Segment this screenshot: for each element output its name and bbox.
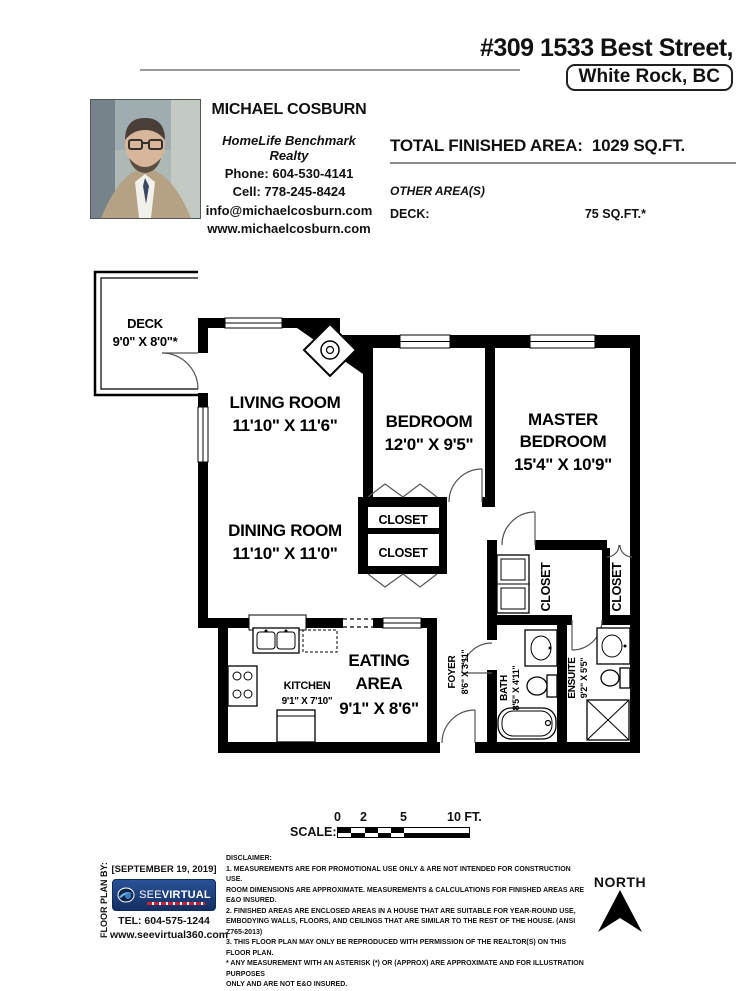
kitchen-label: KITCHEN xyxy=(283,680,331,692)
floor-plan xyxy=(85,262,665,807)
disclaimer-line: EMBODYING WALLS, FLOORS, AND CEILINGS THAT ARE SIMILAR TO THE REST OF THE HOUSE. (ANSI Z765-2013) xyxy=(226,918,576,936)
agent-company: HomeLife Benchmark Realty xyxy=(222,133,356,163)
dining-dims: 11'10" X 11'0" xyxy=(232,544,338,563)
deck-door-icon xyxy=(162,353,198,389)
area-summary xyxy=(390,136,736,221)
living-label: LIVING ROOM xyxy=(229,393,341,412)
master-door-icon xyxy=(502,512,535,545)
area-rule xyxy=(390,162,736,164)
footer-website: www.seevirtual360.com xyxy=(110,929,229,941)
closet-label: CLOSET xyxy=(378,513,428,527)
bedroom-door-icon xyxy=(449,469,482,502)
entry-door-icon xyxy=(442,710,475,743)
stove-icon xyxy=(228,666,257,706)
eating-label-1: EATING xyxy=(348,651,410,670)
closet-label: CLOSET xyxy=(610,562,624,612)
toilet-icon xyxy=(547,675,557,697)
washer-dryer-icon xyxy=(497,555,529,613)
living-dims: 11'10" X 11'6" xyxy=(232,416,338,435)
foyer-dims: 8'6" X 3'11" xyxy=(460,649,470,695)
ensuite-fixtures xyxy=(587,628,630,740)
agent-photo xyxy=(90,99,201,219)
floor-plan-by-label: FLOOR PLAN BY: xyxy=(99,862,109,938)
seevirtual-swoosh-icon xyxy=(117,886,135,904)
disclaimer-line: 2. FINISHED AREAS ARE ENCLOSED AREAS IN A HOUSE THAT ARE SUITABLE FOR YEAR-ROUND USE, xyxy=(226,907,576,915)
other-areas-label: OTHER AREA(S) xyxy=(390,184,485,198)
agent-email: info@michaelcosburn.com xyxy=(205,202,373,218)
compass xyxy=(588,874,652,939)
bath-dims: 8'5" X 4'11" xyxy=(511,665,521,711)
disclaimer-line: 1. MEASUREMENTS ARE FOR PROMOTIONAL USE ONLY & ARE NOT INTENDED FOR CONSTRUCTION USE. xyxy=(226,865,571,883)
master-dims: 15'4" X 10'9" xyxy=(514,455,612,474)
toilet-icon xyxy=(620,668,630,688)
footer-tel: TEL: 604-575-1244 xyxy=(118,915,210,927)
deck-area-value: 75 SQ.FT.* xyxy=(584,207,646,221)
eating-dims: 9'1" X 8'6" xyxy=(339,699,419,718)
agent-cell: Cell: 778-245-8424 xyxy=(232,184,346,200)
scale-tick-5: 5 xyxy=(400,810,407,824)
bedroom-dims: 12'0" X 9'5" xyxy=(384,435,474,454)
agent-website: www.michaelcosburn.com xyxy=(207,221,371,237)
disclaimer-line: ONLY AND ARE NOT E&O INSURED. xyxy=(226,981,348,988)
bath-label: BATH xyxy=(499,675,510,701)
deck-label: DECK xyxy=(127,316,163,331)
bifold-door-icon xyxy=(368,574,437,587)
agent-card xyxy=(203,101,375,239)
seevirtual-logo xyxy=(112,879,216,911)
bifold-door-icon xyxy=(368,484,437,497)
vanity xyxy=(525,630,557,666)
ensuite-dims: 9'2" X 5'5" xyxy=(579,657,589,699)
foyer-label: FOYER xyxy=(447,655,458,689)
header-divider-line xyxy=(140,69,520,71)
disclaimer xyxy=(226,854,586,991)
deck-area-label: DECK: xyxy=(390,207,430,221)
scale-bar xyxy=(290,810,505,844)
date-label: [SEPTEMBER 19, 2019] xyxy=(111,864,217,875)
fridge-icon xyxy=(277,710,315,742)
scale-tick-10: 10 FT. xyxy=(447,810,482,824)
disclaimer-line: ROOM DIMENSIONS ARE APPROXIMATE. MEASUREMENTS & CALCULATIONS FOR FINISHED AREAS ARE E&O INSURED. xyxy=(226,886,585,904)
closet-label: CLOSET xyxy=(539,562,553,612)
scale-tick-2: 2 xyxy=(360,810,367,824)
bedroom-label: BEDROOM xyxy=(385,412,473,431)
deck-dims: 9'0" X 8'0"* xyxy=(112,334,178,349)
closet-label: CLOSET xyxy=(378,546,428,560)
header xyxy=(480,34,733,91)
north-label: NORTH xyxy=(593,874,647,890)
scale-tick-0: 0 xyxy=(334,810,341,824)
total-area-value: 1029 SQ.FT. xyxy=(591,136,686,155)
north-arrow-icon xyxy=(594,890,646,934)
seevirtual-logo-text: SEEVIRTUAL xyxy=(139,888,211,901)
ensuite-label: ENSUITE xyxy=(567,657,578,699)
seevirtual-tagline-bar xyxy=(147,902,205,905)
deck-area-row xyxy=(390,207,646,221)
agent-name: MICHAEL COSBURN xyxy=(211,101,367,118)
master-label-1: MASTER xyxy=(528,410,598,429)
disclaimer-line: * ANY MEASUREMENT WITH AN ASTERISK (*) OR (APPROX) ARE APPROXIMATE AND FOR ILLUSTRATION PURPOSES xyxy=(226,960,584,978)
scale-label: SCALE: xyxy=(290,825,337,839)
agent-photo-art xyxy=(91,100,200,218)
agent-phone: Phone: 604-530-4141 xyxy=(224,166,354,181)
disclaimer-line: DISCLAIMER: xyxy=(226,855,272,862)
scale-ruler xyxy=(337,827,470,838)
shower-icon xyxy=(587,700,629,740)
total-area-label: TOTAL FINISHED AREA: xyxy=(390,136,583,155)
dining-label: DINING ROOM xyxy=(228,521,342,540)
dishwasher-icon xyxy=(303,630,337,652)
address-title: #309 1533 Best Street, xyxy=(479,34,733,62)
master-label-2: BEDROOM xyxy=(519,432,607,451)
disclaimer-line: 3. THIS FLOOR PLAN MAY ONLY BE REPRODUCED WITH PERMISSION OF THE REALTOR(S) ON THIS FLOOR PLAN. xyxy=(226,939,567,957)
city-badge: White Rock, BC xyxy=(566,64,733,91)
eating-label-2: AREA xyxy=(355,674,403,693)
total-area-line xyxy=(390,136,736,156)
kitchen-dims: 9'1" X 7'10" xyxy=(281,696,333,707)
